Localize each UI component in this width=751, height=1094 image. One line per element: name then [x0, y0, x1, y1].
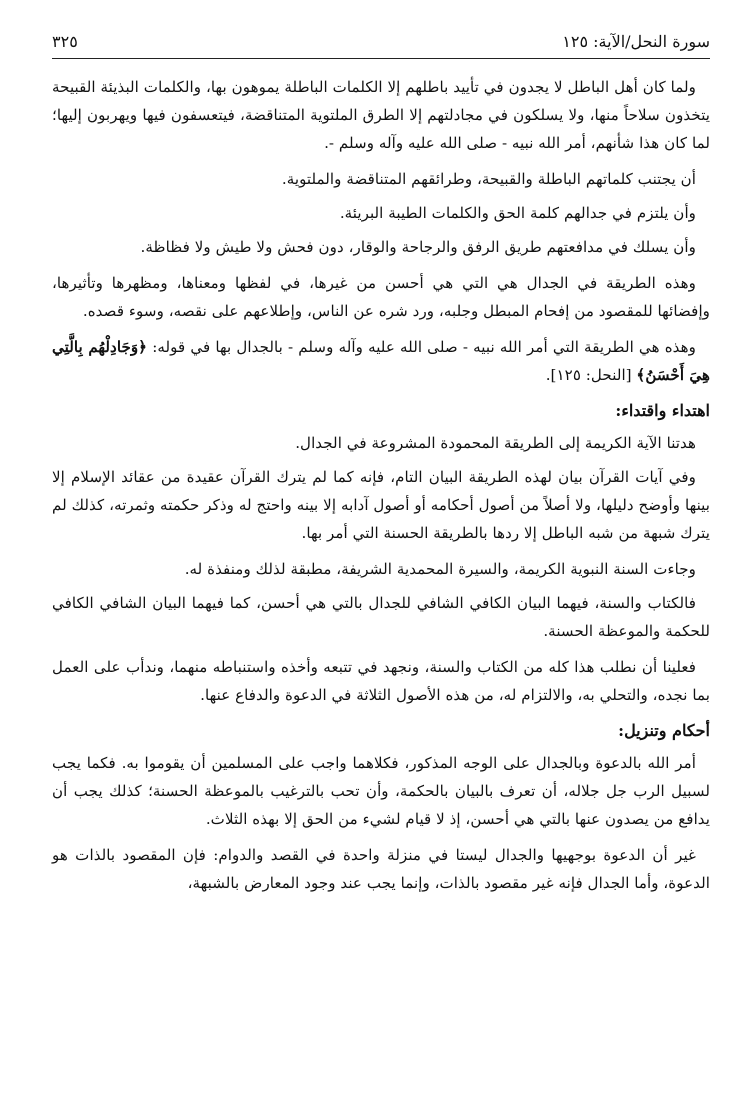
paragraph: وأن يسلك في مدافعتهم طريق الرفق والرجاحة والوقار، دون فحش ولا طيش ولا فظاظة.	[140, 238, 696, 256]
paragraph: فعلينا أن نطلب هذا كله من الكتاب والسنة، ونجهد في تتبعه وأخذه واستنباطه منهما، وندأب على العمل بما نجده، والتحلي به، والالتزام له، من هذه الأصول الثلاثة في الدعوة والدفاع عنها.	[52, 658, 710, 704]
paragraph: وأن يلتزم في جدالهم كلمة الحق والكلمات الطيبة البريئة.	[339, 204, 696, 222]
quran-paragraph	[52, 333, 710, 389]
book-page	[52, 28, 710, 1078]
paragraph: أن يجتنب كلماتهم الباطلة والقبيحة، وطرائقهم المتناقضة والملتوية.	[281, 170, 696, 188]
page-header	[52, 28, 710, 59]
surah-title: سورة النحل/الآية: ١٢٥	[562, 32, 710, 51]
paragraph: وهذه الطريقة في الجدال هي التي هي أحسن من غيرها، في لفظها ومعناها، ومظهرها وتأثيرها، وإفضائها للمقصود من إفحام المبطل وجلبه، ورد شره عن الناس، وإطلاعهم على نقصه، وسوء قصده.	[52, 274, 710, 320]
paragraph: ولما كان أهل الباطل لا يجدون في تأييد باطلهم إلا الكلمات الباطلة يموهون بها، والكلمات البذيئة القبيحة يتخذون سلاحاً منها، ولا يسلكون في مجادلتهم إلا الطرق الملتوية المتناقضة، فيتعسفون فيها ويهربون إليها؛ لما كان هذا شأنهم، أمر الله نبيه - صلى الله عليه وآله وسلم -.	[52, 78, 710, 152]
section-heading: اهتداء واقتداء:	[615, 401, 710, 420]
quran-intro: وهذه هي الطريقة التي أمر الله نبيه - صلى الله عليه وآله وسلم - بالجدال بها في قوله:	[147, 338, 696, 356]
paragraph: وجاءت السنة النبوية الكريمة، والسيرة المحمدية الشريفة، مطبقة لذلك ومنفذة له.	[184, 560, 696, 578]
paragraph: فالكتاب والسنة، فيهما البيان الكافي الشافي للجدال بالتي هي أحسن، كما فيهما البيان الشافي الكافي للحكمة والموعظة الحسنة.	[52, 594, 710, 640]
page-content	[52, 73, 710, 897]
quran-reference: [النحل: ١٢٥].	[545, 366, 637, 384]
quran-verse: ﴿وَجَادِلْهُم بِالَّتِي هِيَ أَحْسَنُ﴾	[52, 338, 710, 384]
paragraph: أمر الله بالدعوة وبالجدال على الوجه المذكور، فكلاهما واجب على المسلمين أن يقوموا به. فكما يجب لسبيل الرب جل جلاله، أن تعرف بالبيان بالحكمة، وأن تحب بالترغيب بالموعظة الحسنة؛ كذلك يجب أن يدافع من يصدون عنها بالتي هي أحسن، إذ لا قيام لشيء من الحق إلا بهذه الثلاث.	[52, 754, 710, 828]
section-heading: أحكام وتنزيل:	[618, 721, 710, 740]
paragraph: وفي آيات القرآن بيان لهذه الطريقة البيان التام، فإنه كما لم يترك القرآن عقيدة من عقائد الإسلام إلا بينها وأوضح دليلها، ولا أصلاً من أصول أحكامه أو أصول آدابه إلا بينه واحتج له وذكر حكمته وثمرته، كذلك لم يترك شبهة من شبه الباطل إلا ردها بالطريقة الحسنة التي أمر بها.	[52, 468, 710, 542]
paragraph: هدتنا الآية الكريمة إلى الطريقة المحمودة المشروعة في الجدال.	[295, 434, 696, 452]
paragraph: غير أن الدعوة بوجهيها والجدال ليستا في منزلة واحدة في القصد والدوام: فإن المقصود بالذات هو الدعوة، وأما الجدال فإنه غير مقصود بالذات، وإنما يجب عند وجود المعارض بالشبهة،	[52, 846, 710, 892]
page-number: ٣٢٥	[52, 32, 78, 51]
